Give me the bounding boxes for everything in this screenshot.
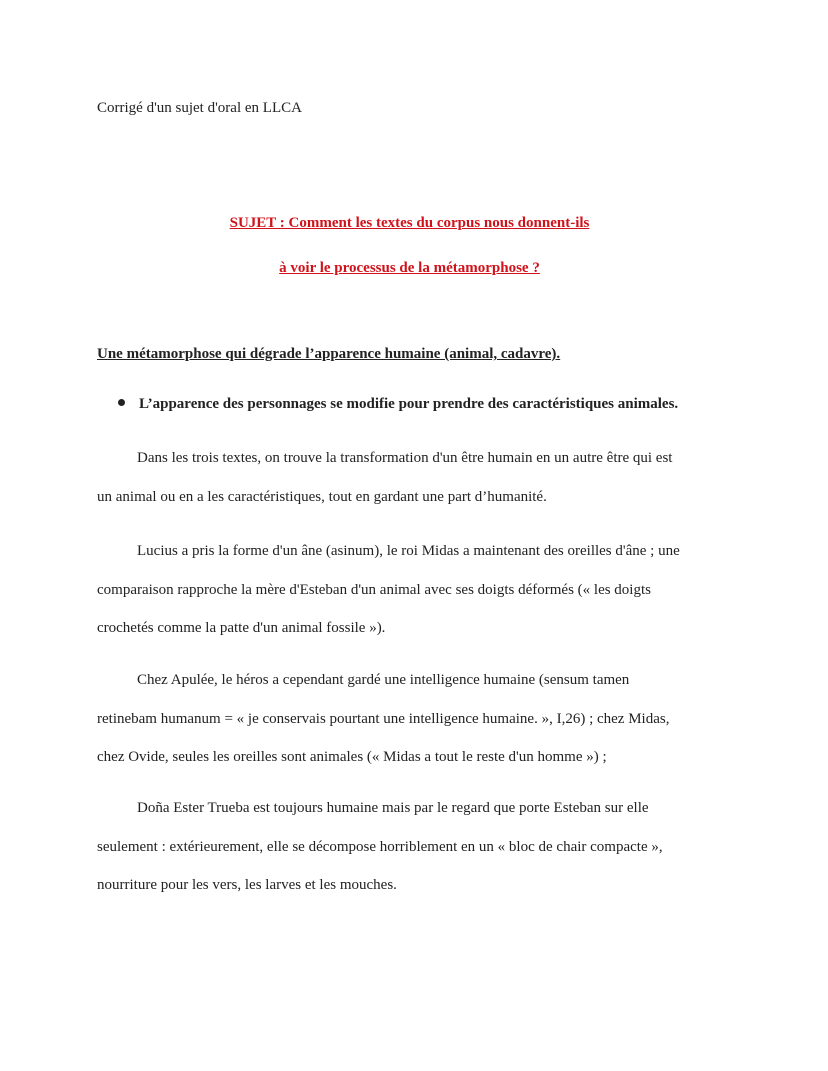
paragraph-line: chez Ovide, seules les oreilles sont animales (« Midas a tout le reste d'un homme ») ; (97, 749, 607, 765)
bullet-item (118, 385, 758, 424)
section-heading (97, 335, 737, 374)
paragraph-line: Doña Ester Trueba est toujours humaine mais par le regard que porte Esteban sur elle (137, 800, 649, 816)
paragraph-line: Lucius a pris la forme d'un âne (asinum), le roi Midas a maintenant des oreilles d'âne ; une (137, 543, 680, 559)
paragraph-line: crochetés comme la patte d'un animal fossile »). (97, 620, 386, 636)
subject-block (97, 204, 722, 287)
paragraph-line: Dans les trois textes, on trouve la transformation d'un être humain en un autre être qui est (137, 450, 673, 466)
paragraph-1 (97, 439, 737, 516)
paragraph-line: retinebam humanum = « je conservais pourtant une intelligence humaine. », I,26) ; chez Midas, (97, 710, 670, 727)
paragraph-line: un animal ou en a les caractéristiques, tout en gardant une part d’humanité. (97, 488, 547, 505)
paragraph-line: nourriture pour les vers, les larves et les mouches. (97, 877, 397, 893)
bullet-text: L’apparence des personnages se modifie pour prendre des caractéristiques animales. (139, 396, 679, 412)
paragraph-line: comparaison rapproche la mère d'Esteban d'un animal avec ses doigts déformés (« les doigts (97, 581, 651, 598)
bullet-icon (118, 399, 125, 406)
document-title-text: Corrigé d'un sujet d'oral en LLCA (97, 100, 302, 116)
section-heading-text: Une métamorphose qui dégrade l’apparence humaine (animal, cadavre). (97, 346, 561, 362)
paragraph-line: Chez Apulée, le héros a cependant gardé une intelligence humaine (sensum tamen (137, 672, 630, 688)
subject-line-2: à voir le processus de la métamorphose ? (279, 259, 540, 276)
paragraph-line: seulement : extérieurement, elle se décompose horriblement en un « bloc de chair compacte », (97, 838, 663, 855)
paragraph-2 (97, 532, 737, 648)
paragraph-4 (97, 789, 737, 905)
document-title (97, 89, 737, 128)
subject-line-1: SUJET : Comment les textes du corpus nous donnent-ils (229, 215, 590, 231)
paragraph-3 (97, 661, 737, 777)
